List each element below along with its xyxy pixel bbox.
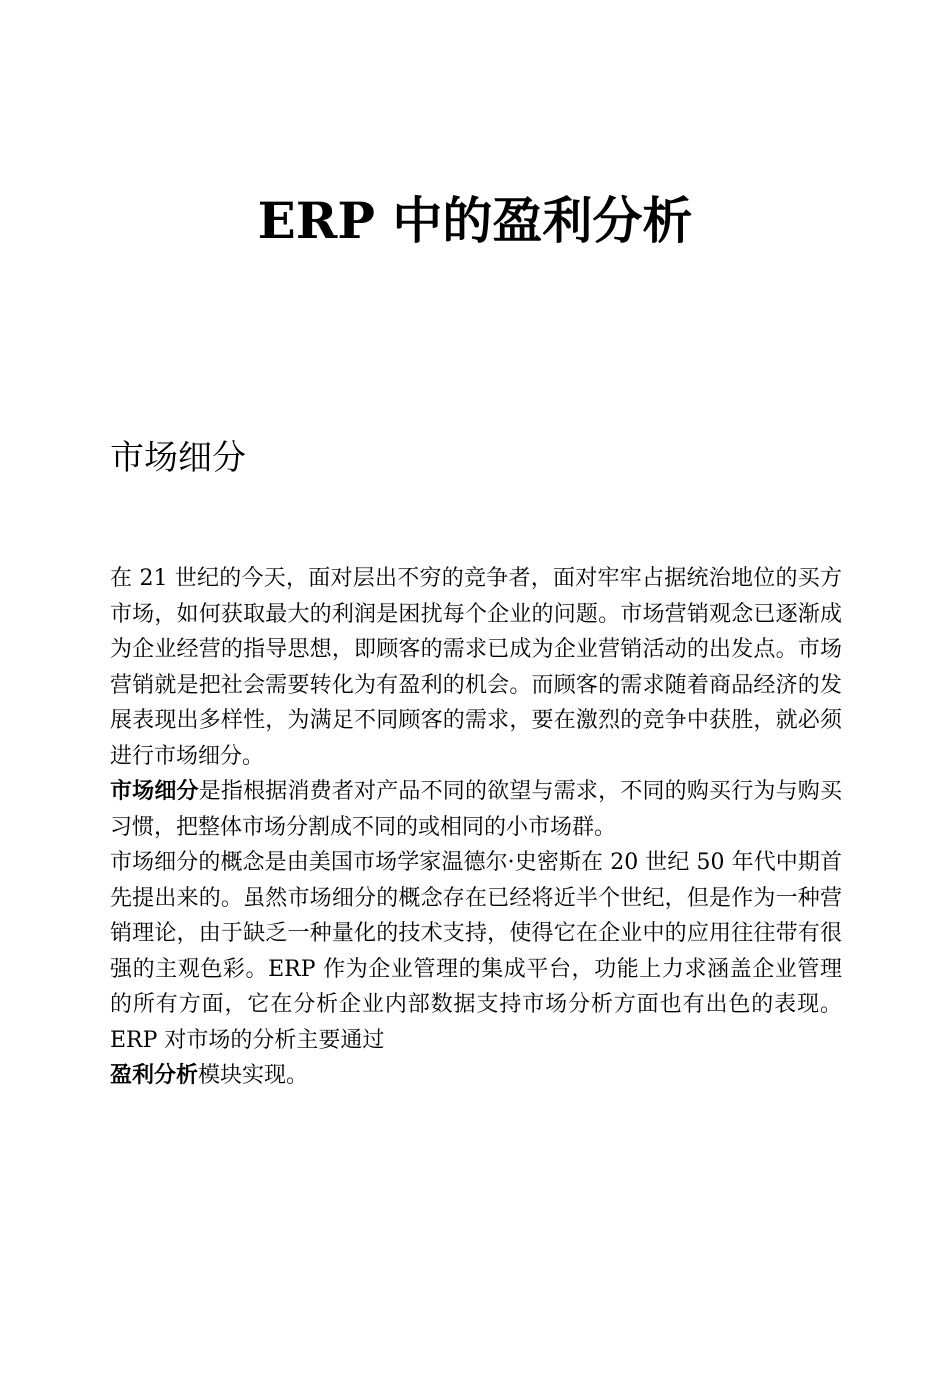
- paragraph-tail: 模块实现。: [198, 1063, 309, 1088]
- paragraph-text: 市场细分的概念是由美国市场学家温德尔·史密斯在 20 世纪 50 年代中期首先提出来的。虽然市场细分的概念存在已经将近半个世纪，但是作为一种营销理论，由于缺乏一种量化的技术支持，使得它在企业中的应用往往带有很强的主观色彩。ERP 作为企业管理的集成平台，功能上力求涵盖企业管理的所有方面，它在分析企业内部数据支持市场分析方面也有出色的表现。ERP 对市场的分析主要通过: [110, 850, 842, 1053]
- paragraph-history: [110, 845, 842, 1094]
- body-text: [110, 561, 842, 1094]
- document-title: ERP 中的盈利分析: [257, 191, 693, 250]
- paragraph-intro: [110, 561, 842, 774]
- paragraph-text: 是指根据消费者对产品不同的欲望与需求，不同的购买行为与购买习惯，把整体市场分割成不同的或相同的小市场群。: [110, 779, 842, 840]
- section-heading: 市场细分: [110, 438, 246, 478]
- bold-term: 盈利分析: [110, 1063, 199, 1088]
- paragraph-text: 在 21 世纪的今天，面对层出不穷的竞争者，面对牢牢占据统治地位的买方市场，如何获取最大的利润是困扰每个企业的问题。市场营销观念已逐渐成为企业经营的指导思想，即顾客的需求已成为企业营销活动的出发点。市场营销就是把社会需要转化为有盈利的机会。而顾客的需求随着商品经济的发展表现出多样性，为满足不同顾客的需求，要在激烈的竞争中获胜，就必须进行市场细分。: [110, 566, 842, 769]
- paragraph-definition: [110, 774, 842, 845]
- bold-term: 市场细分: [110, 779, 199, 804]
